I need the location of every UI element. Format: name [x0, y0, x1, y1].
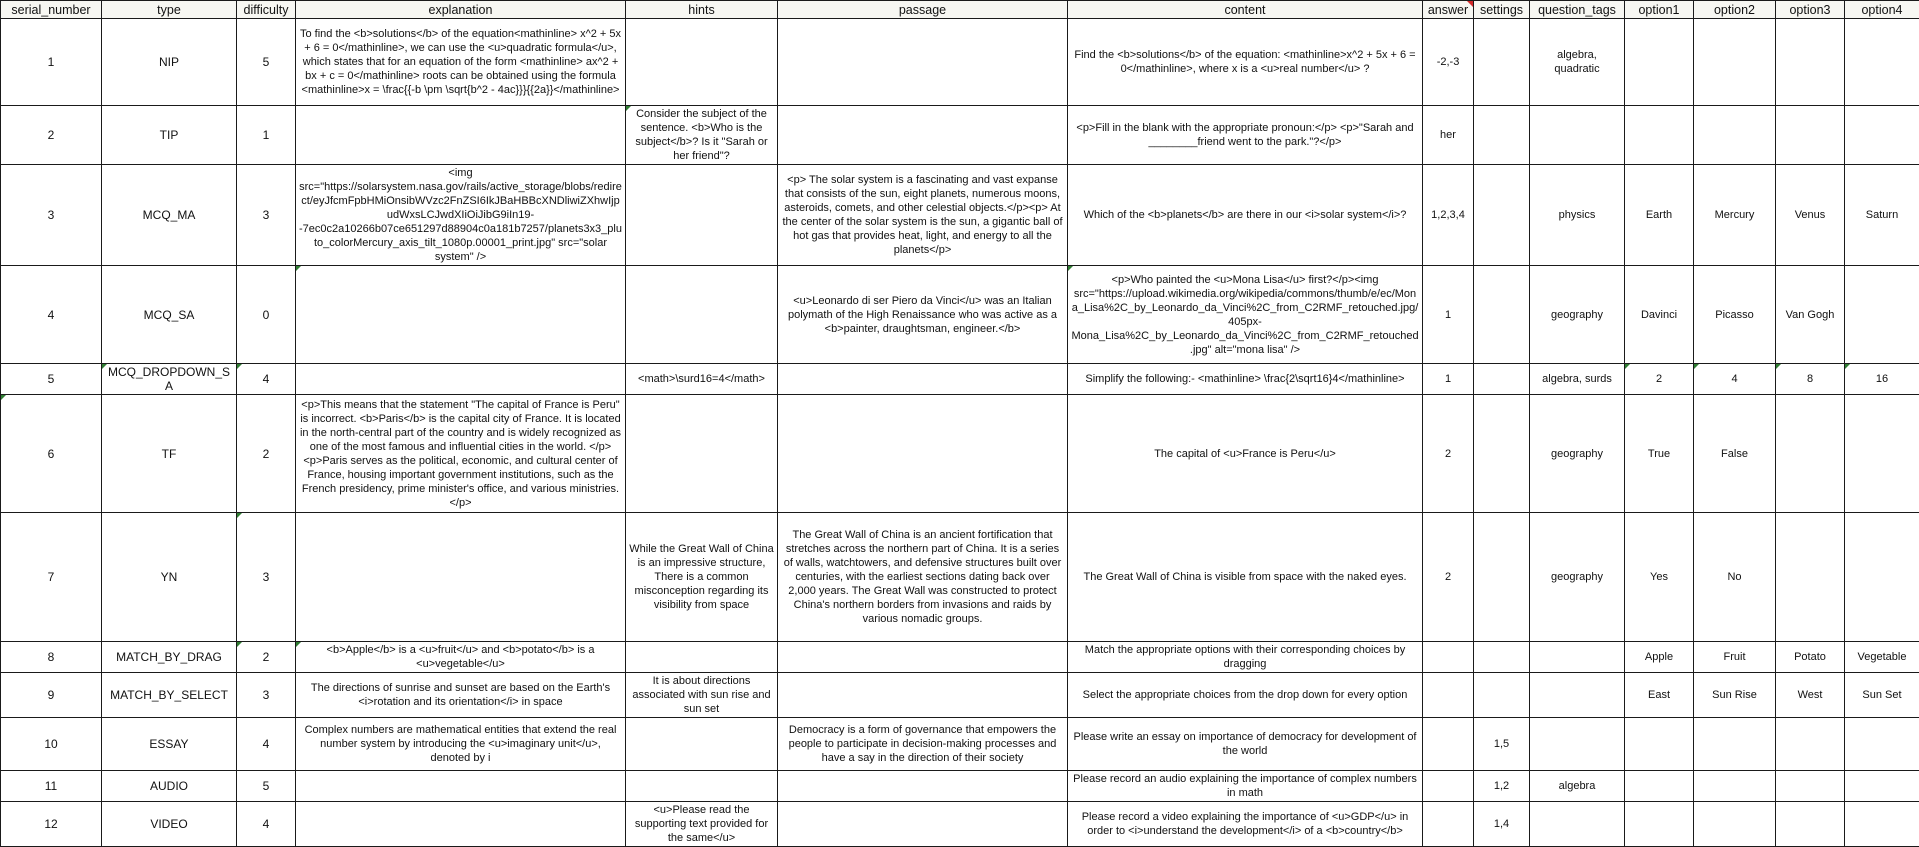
cell-settings[interactable]	[1474, 673, 1530, 718]
cell-option1[interactable]: Apple	[1625, 642, 1694, 673]
cell-option3[interactable]	[1776, 771, 1845, 802]
cell-answer[interactable]	[1423, 771, 1474, 802]
cell-passage[interactable]	[778, 802, 1068, 847]
cell-settings[interactable]: 1,2	[1474, 771, 1530, 802]
cell-content[interactable]: Find the <b>solutions</b> of the equation: <mathinline>x^2 + 5x + 6 = 0</mathinline>, where x is a <u>real number</u> ?	[1068, 19, 1423, 106]
cell-serial-number[interactable]: 1	[1, 19, 102, 106]
cell-answer[interactable]: -2,-3	[1423, 19, 1474, 106]
table-row	[1, 673, 1919, 718]
cell-option3[interactable]: Potato	[1776, 642, 1845, 673]
cell-answer[interactable]	[1423, 673, 1474, 718]
cell-passage[interactable]: The Great Wall of China is an ancient fortification that stretches across the northern part of China. It is a series of walls, watchtowers, and defensive structures built over centuries, with the earliest sections dating back over 2,000 years. The Great Wall was constructed to protect China's northern borders from invasions and raids by various nomadic groups.	[778, 513, 1068, 642]
cell-option2[interactable]	[1694, 718, 1776, 771]
cell-serial-number[interactable]: 11	[1, 771, 102, 802]
cell-difficulty[interactable]: 4	[237, 364, 296, 395]
cell-serial-number[interactable]: 9	[1, 673, 102, 718]
cell-option1[interactable]: Yes	[1625, 513, 1694, 642]
table-row	[1, 802, 1919, 847]
column-header-settings[interactable]: settings	[1474, 1, 1530, 19]
cell-passage[interactable]	[778, 19, 1068, 106]
cell-explanation[interactable]	[296, 266, 626, 364]
column-header-option4[interactable]: option4	[1845, 1, 1919, 19]
cell-option4[interactable]	[1845, 513, 1919, 642]
cell-option4[interactable]	[1845, 802, 1919, 847]
cell-answer[interactable]	[1423, 642, 1474, 673]
cell-settings[interactable]	[1474, 642, 1530, 673]
cell-hints[interactable]	[626, 266, 778, 364]
cell-question-tags[interactable]	[1530, 673, 1625, 718]
cell-serial-number[interactable]: 12	[1, 802, 102, 847]
cell-explanation[interactable]: <p>This means that the statement "The capital of France is Peru" is incorrect. <b>Paris</b> is the capital city of France. It is located in the north-central part of the country and is widely recognized as one of the most famous and influential cities in the world. </p><p>Paris serves as the political, economic, and cultural center of France, housing important government institutions, such as the French presidency, prime minister's office, and various ministries.</p>	[296, 395, 626, 513]
cell-option3[interactable]: Venus	[1776, 165, 1845, 266]
cell-hints[interactable]	[626, 718, 778, 771]
cell-explanation[interactable]	[296, 364, 626, 395]
cell-passage[interactable]	[778, 673, 1068, 718]
column-header-hints[interactable]: hints	[626, 1, 778, 19]
cell-difficulty[interactable]: 1	[237, 106, 296, 165]
cell-option4[interactable]	[1845, 718, 1919, 771]
cell-type[interactable]: ESSAY	[102, 718, 237, 771]
cell-hints[interactable]: <u>Please read the supporting text provided for the same</u>	[626, 802, 778, 847]
column-header-option1[interactable]: option1	[1625, 1, 1694, 19]
cell-question-tags[interactable]: algebra, surds	[1530, 364, 1625, 395]
cell-settings[interactable]	[1474, 364, 1530, 395]
cell-type[interactable]: MATCH_BY_DRAG	[102, 642, 237, 673]
cell-settings[interactable]: 1,4	[1474, 802, 1530, 847]
cell-content[interactable]: The capital of <u>France is Peru</u>	[1068, 395, 1423, 513]
cell-option3[interactable]: 8	[1776, 364, 1845, 395]
cell-type[interactable]: MCQ_SA	[102, 266, 237, 364]
cell-passage[interactable]	[778, 106, 1068, 165]
cell-serial-number[interactable]: 7	[1, 513, 102, 642]
cell-hints[interactable]	[626, 642, 778, 673]
cell-option4[interactable]	[1845, 395, 1919, 513]
cell-settings[interactable]	[1474, 19, 1530, 106]
cell-option3[interactable]	[1776, 802, 1845, 847]
cell-question-tags[interactable]	[1530, 802, 1625, 847]
column-header-option3[interactable]: option3	[1776, 1, 1845, 19]
cell-passage[interactable]: <u>Leonardo di ser Piero da Vinci</u> was an Italian polymath of the High Renaissance who was active as a <b>painter, draughtsman, engineer.</b>	[778, 266, 1068, 364]
cell-content[interactable]: Select the appropriate choices from the drop down for every option	[1068, 673, 1423, 718]
cell-option4[interactable]	[1845, 19, 1919, 106]
cell-serial-number[interactable]: 5	[1, 364, 102, 395]
table-row	[1, 364, 1919, 395]
column-header-answer[interactable]: answer	[1423, 1, 1474, 19]
column-header-explanation[interactable]: explanation	[296, 1, 626, 19]
cell-explanation[interactable]	[296, 106, 626, 165]
column-header-question-tags[interactable]: question_tags	[1530, 1, 1625, 19]
cell-hints[interactable]	[626, 395, 778, 513]
cell-option1[interactable]	[1625, 802, 1694, 847]
cell-answer[interactable]: 1	[1423, 364, 1474, 395]
cell-option3[interactable]	[1776, 513, 1845, 642]
table-row	[1, 771, 1919, 802]
cell-answer[interactable]: her	[1423, 106, 1474, 165]
cell-difficulty[interactable]: 0	[237, 266, 296, 364]
cell-question-tags[interactable]: geography	[1530, 513, 1625, 642]
cell-passage[interactable]: <p> The solar system is a fascinating and vast expanse that consists of the sun, eight planets, numerous moons, asteroids, comets, and other celestial objects.</p><p> At the center of the solar system is the sun, a gigantic ball of hot gas that provides heat, light, and energy to all the planets</p>	[778, 165, 1068, 266]
cell-option2[interactable]: 4	[1694, 364, 1776, 395]
cell-type[interactable]: TF	[102, 395, 237, 513]
cell-settings[interactable]	[1474, 165, 1530, 266]
cell-difficulty[interactable]: 3	[237, 513, 296, 642]
cell-option2[interactable]: Picasso	[1694, 266, 1776, 364]
cell-serial-number[interactable]: 4	[1, 266, 102, 364]
cell-option4[interactable]: 16	[1845, 364, 1919, 395]
cell-serial-number[interactable]: 8	[1, 642, 102, 673]
cell-difficulty[interactable]: 2	[237, 395, 296, 513]
cell-serial-number[interactable]: 3	[1, 165, 102, 266]
cell-option3[interactable]: West	[1776, 673, 1845, 718]
cell-option1[interactable]: Davinci	[1625, 266, 1694, 364]
cell-type[interactable]: NIP	[102, 19, 237, 106]
table-row	[1, 718, 1919, 771]
cell-hints[interactable]: It is about directions associated with sun rise and sun set	[626, 673, 778, 718]
cell-question-tags[interactable]	[1530, 642, 1625, 673]
cell-settings[interactable]	[1474, 395, 1530, 513]
cell-settings[interactable]	[1474, 266, 1530, 364]
cell-answer[interactable]: 2	[1423, 395, 1474, 513]
cell-option1[interactable]: Earth	[1625, 165, 1694, 266]
table-row	[1, 513, 1919, 642]
cell-question-tags[interactable]: geography	[1530, 266, 1625, 364]
cell-content[interactable]: Please write an essay on importance of democracy for development of the world	[1068, 718, 1423, 771]
table-row	[1, 642, 1919, 673]
cell-question-tags[interactable]	[1530, 718, 1625, 771]
cell-hints[interactable]: While the Great Wall of China is an impressive structure, There is a common misconception regarding its visibility from space	[626, 513, 778, 642]
cell-answer[interactable]: 1,2,3,4	[1423, 165, 1474, 266]
cell-option3[interactable]: Van Gogh	[1776, 266, 1845, 364]
cell-option2[interactable]	[1694, 802, 1776, 847]
cell-option1[interactable]: East	[1625, 673, 1694, 718]
table-row	[1, 395, 1919, 513]
cell-option1[interactable]: True	[1625, 395, 1694, 513]
table-row	[1, 266, 1919, 364]
column-header-difficulty[interactable]: difficulty	[237, 1, 296, 19]
cell-type[interactable]: MATCH_BY_SELECT	[102, 673, 237, 718]
cell-serial-number[interactable]: 2	[1, 106, 102, 165]
cell-answer[interactable]	[1423, 802, 1474, 847]
cell-option2[interactable]	[1694, 19, 1776, 106]
cell-option1[interactable]	[1625, 771, 1694, 802]
cell-option1[interactable]	[1625, 19, 1694, 106]
cell-option1[interactable]	[1625, 106, 1694, 165]
cell-content[interactable]: Please record an audio explaining the importance of complex numbers in math	[1068, 771, 1423, 802]
cell-option2[interactable]: No	[1694, 513, 1776, 642]
table-row	[1, 165, 1919, 266]
cell-type[interactable]: MCQ_MA	[102, 165, 237, 266]
cell-option4[interactable]	[1845, 266, 1919, 364]
cell-answer[interactable]: 2	[1423, 513, 1474, 642]
column-header-content[interactable]: content	[1068, 1, 1423, 19]
cell-question-tags[interactable]: algebra	[1530, 771, 1625, 802]
column-header-type[interactable]: type	[102, 1, 237, 19]
table-row	[1, 19, 1919, 106]
cell-explanation[interactable]: <img src="https://solarsystem.nasa.gov/rails/active_storage/blobs/redirect/eyJfcmFpbHMiOnsibWVzc2FnZSI6IkJBaHBBcXNDliwiZXhwIjpudWxsLCJwdXIiOiJibG9iIn19--7ec0c2a10266b07ce651297d88904c0a181b7257/planets3x3_pluto_colorMercury_axis_tilt_1080p.00001_print.jpg" src="solar system" />	[296, 165, 626, 266]
cell-option4[interactable]: Sun Set	[1845, 673, 1919, 718]
cell-explanation[interactable]: The directions of sunrise and sunset are based on the Earth's <i>rotation and its orientation</i> in space	[296, 673, 626, 718]
cell-type[interactable]: MCQ_DROPDOWN_SA	[102, 364, 237, 395]
cell-content[interactable]: <p>Fill in the blank with the appropriate pronoun:</p> <p>"Sarah and ________friend went to the park."?</p>	[1068, 106, 1423, 165]
cell-option3[interactable]	[1776, 106, 1845, 165]
cell-hints[interactable]	[626, 771, 778, 802]
cell-hints[interactable]	[626, 19, 778, 106]
cell-explanation[interactable]: To find the <b>solutions</b> of the equation<mathinline> x^2 + 5x + 6 = 0</mathinline>, we can use the <u>quadratic formula</u>, which states that for an equation of the form <mathinline> ax^2 + bx + c = 0</mathinline> roots can be obtained using the formula <mathinline>x = \frac{{-b \pm \sqrt{b^2 - 4ac}}}{{2a}}</mathinline>	[296, 19, 626, 106]
cell-difficulty[interactable]: 5	[237, 771, 296, 802]
cell-option2[interactable]: Mercury	[1694, 165, 1776, 266]
column-header-option2[interactable]: option2	[1694, 1, 1776, 19]
cell-type[interactable]: TIP	[102, 106, 237, 165]
cell-option3[interactable]	[1776, 395, 1845, 513]
cell-answer[interactable]: 1	[1423, 266, 1474, 364]
column-header-passage[interactable]: passage	[778, 1, 1068, 19]
cell-option2[interactable]: Fruit	[1694, 642, 1776, 673]
cell-content[interactable]: The Great Wall of China is visible from space with the naked eyes.	[1068, 513, 1423, 642]
cell-question-tags[interactable]: physics	[1530, 165, 1625, 266]
cell-difficulty[interactable]: 2	[237, 642, 296, 673]
cell-content[interactable]: Simplify the following:- <mathinline> \frac{2\sqrt16}4</mathinline>	[1068, 364, 1423, 395]
cell-difficulty[interactable]: 3	[237, 165, 296, 266]
cell-type[interactable]: YN	[102, 513, 237, 642]
cell-difficulty[interactable]: 5	[237, 19, 296, 106]
cell-passage[interactable]	[778, 364, 1068, 395]
cell-option4[interactable]: Vegetable	[1845, 642, 1919, 673]
cell-answer[interactable]	[1423, 718, 1474, 771]
cell-hints[interactable]: Consider the subject of the sentence. <b>Who is the subject</b>? Is it "Sarah or her friend"?	[626, 106, 778, 165]
header-row	[1, 1, 1919, 19]
cell-question-tags[interactable]: geography	[1530, 395, 1625, 513]
cell-content[interactable]: Match the appropriate options with their corresponding choices by dragging	[1068, 642, 1423, 673]
cell-content[interactable]: <p>Who painted the <u>Mona Lisa</u> first?</p><img src="https://upload.wikimedia.org/wikipedia/commons/thumb/e/ec/Mona_Lisa%2C_by_Leonardo_da_Vinci%2C_from_C2RMF_retouched.jpg/405px-Mona_Lisa%2C_by_Leonardo_da_Vinci%2C_from_C2RMF_retouched.jpg" alt="mona lisa" />	[1068, 266, 1423, 364]
cell-explanation[interactable]	[296, 513, 626, 642]
cell-type[interactable]: VIDEO	[102, 802, 237, 847]
column-header-serial-number[interactable]: serial_number	[1, 1, 102, 19]
cell-option2[interactable]: False	[1694, 395, 1776, 513]
cell-option2[interactable]	[1694, 106, 1776, 165]
cell-settings[interactable]: 1,5	[1474, 718, 1530, 771]
cell-question-tags[interactable]: algebra, quadratic	[1530, 19, 1625, 106]
cell-question-tags[interactable]	[1530, 106, 1625, 165]
cell-content[interactable]: Please record a video explaining the importance of <u>GDP</u> in order to <i>understand the development</i> of a <b>country</b>	[1068, 802, 1423, 847]
cell-content[interactable]: Which of the <b>planets</b> are there in our <i>solar system</i>?	[1068, 165, 1423, 266]
cell-difficulty[interactable]: 4	[237, 802, 296, 847]
cell-hints[interactable]: <math>\surd16=4</math>	[626, 364, 778, 395]
cell-passage[interactable]: Democracy is a form of governance that empowers the people to participate in decision-making processes and have a say in the direction of their society	[778, 718, 1068, 771]
cell-passage[interactable]	[778, 395, 1068, 513]
table-row	[1, 106, 1919, 165]
cell-option3[interactable]	[1776, 718, 1845, 771]
cell-passage[interactable]	[778, 642, 1068, 673]
cell-option4[interactable]	[1845, 106, 1919, 165]
cell-explanation[interactable]: Complex numbers are mathematical entities that extend the real number system by introducing the <u>imaginary unit</u>, denoted by i	[296, 718, 626, 771]
cell-explanation[interactable]	[296, 771, 626, 802]
cell-option4[interactable]	[1845, 771, 1919, 802]
cell-difficulty[interactable]: 4	[237, 718, 296, 771]
cell-option1[interactable]	[1625, 718, 1694, 771]
cell-option4[interactable]: Saturn	[1845, 165, 1919, 266]
cell-option2[interactable]: Sun Rise	[1694, 673, 1776, 718]
cell-settings[interactable]	[1474, 106, 1530, 165]
cell-option3[interactable]	[1776, 19, 1845, 106]
cell-explanation[interactable]: <b>Apple</b> is a <u>fruit</u> and <b>potato</b> is a <u>vegetable</u>	[296, 642, 626, 673]
cell-option2[interactable]	[1694, 771, 1776, 802]
cell-type[interactable]: AUDIO	[102, 771, 237, 802]
cell-explanation[interactable]	[296, 802, 626, 847]
cell-serial-number[interactable]: 10	[1, 718, 102, 771]
cell-hints[interactable]	[626, 165, 778, 266]
cell-difficulty[interactable]: 3	[237, 673, 296, 718]
cell-option1[interactable]: 2	[1625, 364, 1694, 395]
cell-passage[interactable]	[778, 771, 1068, 802]
cell-settings[interactable]	[1474, 513, 1530, 642]
cell-serial-number[interactable]: 6	[1, 395, 102, 513]
